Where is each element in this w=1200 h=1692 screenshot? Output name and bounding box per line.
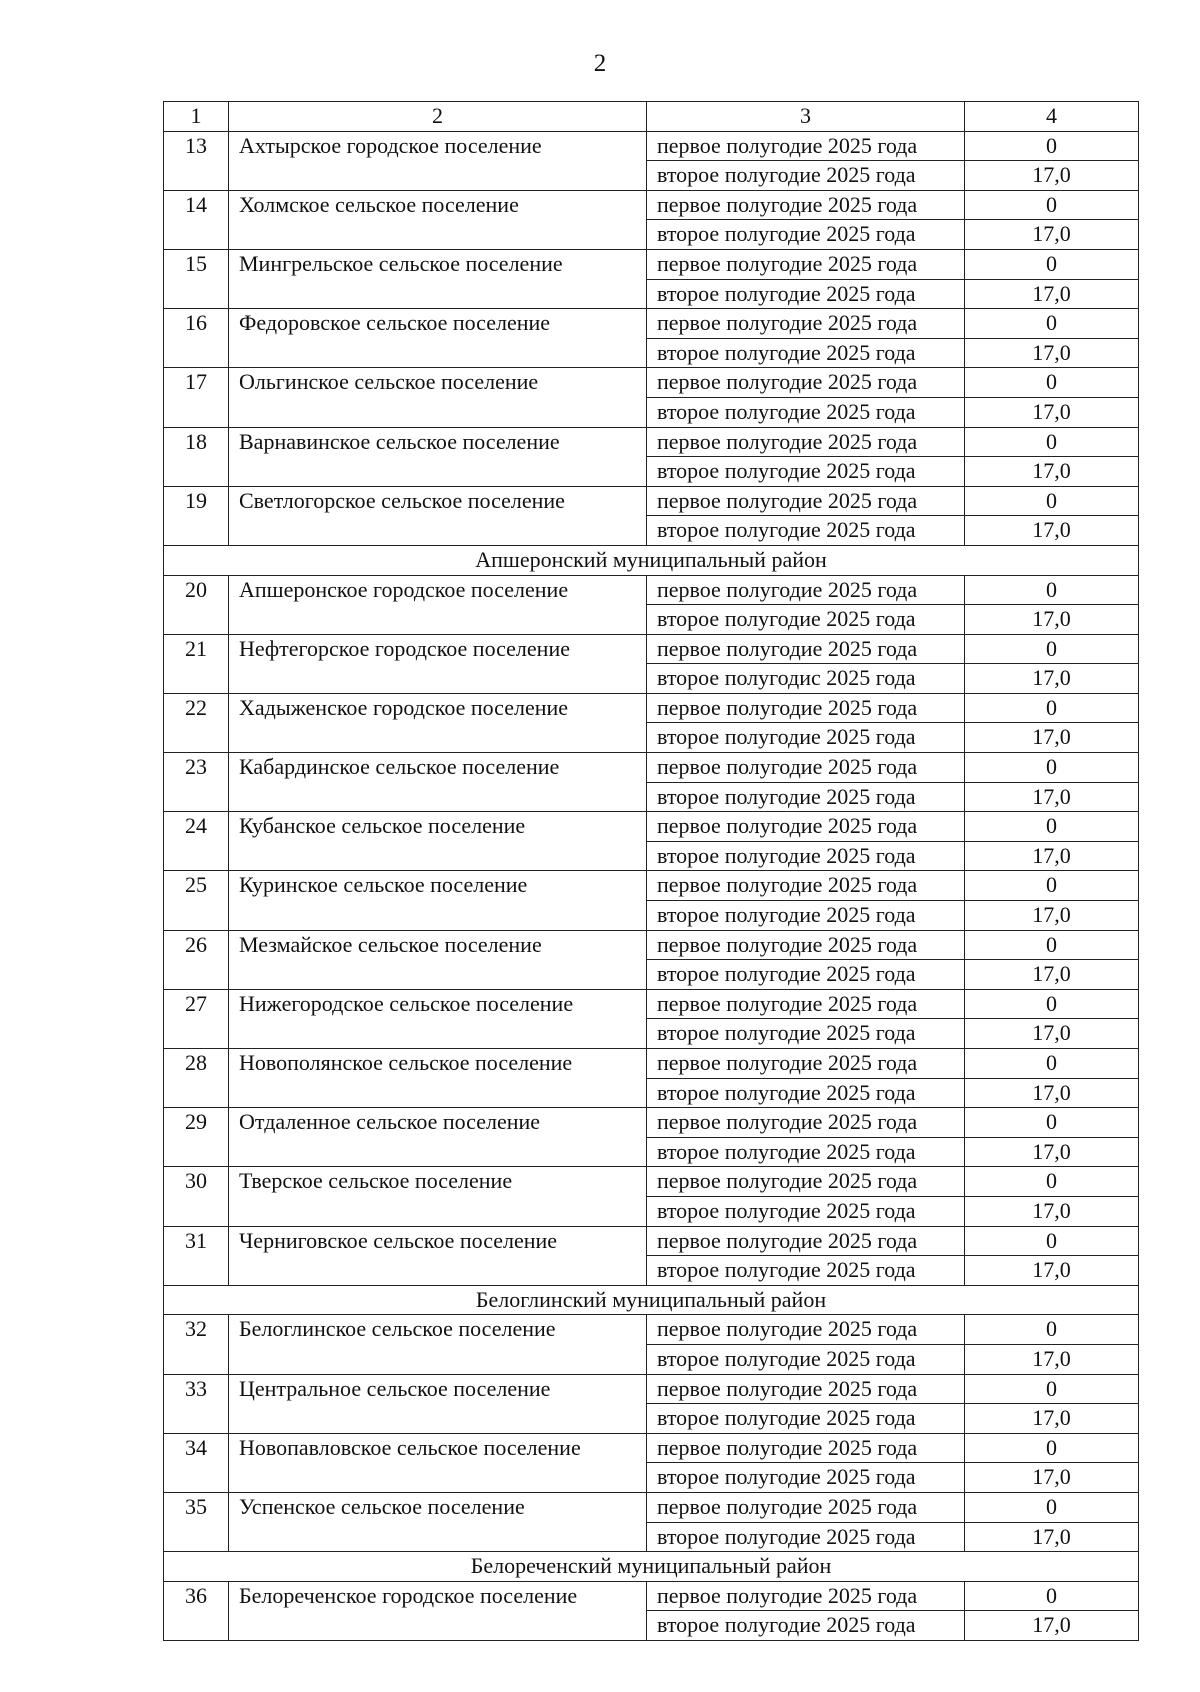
period-label: второе полугодие 2025 года [647,220,965,250]
period-label: первое полугодие 2025 года [647,1492,965,1522]
district-name: Апшеронский муниципальный район [164,545,1139,575]
rate-value: 0 [965,753,1139,783]
table-row [164,1167,1139,1197]
period-label: второе полугодие 2025 года [647,1404,965,1434]
row-number: 33 [164,1374,229,1433]
table-row [164,486,1139,516]
data-table [163,101,1139,1641]
period-label: второе полугодие 2025 года [647,723,965,753]
district-name: Белоглинский муниципальный район [164,1285,1139,1315]
settlement-name: Ольгинское сельское поселение [229,368,647,427]
row-number: 27 [164,989,229,1048]
settlement-name: Нефтегорское городское поселение [229,634,647,693]
table-row [164,427,1139,457]
rate-value: 0 [965,1433,1139,1463]
rate-value: 17,0 [965,397,1139,427]
column-header: 2 [229,102,647,132]
table-row [164,1492,1139,1522]
settlement-name: Белореченское городское поселение [229,1581,647,1640]
rate-value: 17,0 [965,516,1139,546]
period-label: первое полугодие 2025 года [647,249,965,279]
settlement-name: Варнавинское сельское поселение [229,427,647,486]
rate-value: 0 [965,1108,1139,1138]
table-row [164,309,1139,339]
rate-value: 0 [965,190,1139,220]
settlement-name: Центральное сельское поселение [229,1374,647,1433]
table-row [164,368,1139,398]
rate-value: 0 [965,1167,1139,1197]
row-number: 36 [164,1581,229,1640]
settlement-name: Нижегородское сельское поселение [229,989,647,1048]
period-label: первое полугодие 2025 года [647,1226,965,1256]
row-number: 22 [164,693,229,752]
period-label: второе полугодие 2025 года [647,457,965,487]
row-number: 28 [164,1049,229,1108]
period-label: первое полугодие 2025 года [647,427,965,457]
rate-value: 17,0 [965,1019,1139,1049]
table-row [164,1433,1139,1463]
table-row [164,249,1139,279]
period-label: второе полугодие 2025 года [647,1611,965,1641]
period-label: первое полугодие 2025 года [647,131,965,161]
period-label: первое полугодие 2025 года [647,634,965,664]
period-label: первое полугодие 2025 года [647,1374,965,1404]
row-number: 29 [164,1108,229,1167]
column-header: 3 [647,102,965,132]
settlement-name: Светлогорское сельское поселение [229,486,647,545]
settlement-name: Мингрельское сельское поселение [229,249,647,308]
period-label: первое полугодие 2025 года [647,1167,965,1197]
rate-value: 17,0 [965,220,1139,250]
rate-value: 0 [965,575,1139,605]
rate-value: 17,0 [965,960,1139,990]
rate-value: 0 [965,1049,1139,1079]
settlement-name: Апшеронское городское поселение [229,575,647,634]
table-row [164,812,1139,842]
rate-value: 17,0 [965,1522,1139,1552]
period-label: первое полугодие 2025 года [647,812,965,842]
period-label: второе полугодие 2025 года [647,1019,965,1049]
table-row [164,989,1139,1019]
settlement-name: Успенское сельское поселение [229,1492,647,1551]
period-label: второе полугодие 2025 года [647,161,965,191]
rate-value: 0 [965,812,1139,842]
settlement-name: Федоровское сельское поселение [229,309,647,368]
row-number: 26 [164,930,229,989]
settlement-name: Черниговское сельское поселение [229,1226,647,1285]
settlement-name: Хадыженское городское поселение [229,693,647,752]
rate-value: 0 [965,1492,1139,1522]
row-number: 30 [164,1167,229,1226]
period-label: второе полугодие 2025 года [647,1196,965,1226]
row-number: 31 [164,1226,229,1285]
period-label: первое полугодие 2025 года [647,871,965,901]
period-label: первое полугодие 2025 года [647,368,965,398]
table-row [164,1374,1139,1404]
rate-value: 17,0 [965,901,1139,931]
table-row [164,634,1139,664]
rate-value: 17,0 [965,723,1139,753]
period-label: второе полугодис 2025 года [647,664,965,694]
row-number: 15 [164,249,229,308]
settlement-name: Куринское сельское поселение [229,871,647,930]
row-number: 20 [164,575,229,634]
rate-value: 17,0 [965,605,1139,635]
table-row [164,1108,1139,1138]
rate-value: 0 [965,693,1139,723]
period-label: второе полугодие 2025 года [647,901,965,931]
table-row [164,1581,1139,1611]
row-number: 17 [164,368,229,427]
district-row [164,545,1139,575]
period-label: второе полугодие 2025 года [647,397,965,427]
rate-value: 17,0 [965,1137,1139,1167]
rate-value: 17,0 [965,338,1139,368]
row-number: 13 [164,131,229,190]
table-row [164,1315,1139,1345]
rate-value: 17,0 [965,161,1139,191]
rate-value: 0 [965,486,1139,516]
period-label: первое полугодие 2025 года [647,693,965,723]
column-header: 1 [164,102,229,132]
rate-value: 17,0 [965,1404,1139,1434]
settlement-name: Новопавловское сельское поселение [229,1433,647,1492]
district-row [164,1552,1139,1582]
row-number: 14 [164,190,229,249]
row-number: 24 [164,812,229,871]
rate-value: 0 [965,1581,1139,1611]
row-number: 18 [164,427,229,486]
rate-value: 0 [965,989,1139,1019]
rate-value: 17,0 [965,1463,1139,1493]
row-number: 16 [164,309,229,368]
rate-value: 0 [965,427,1139,457]
rate-value: 17,0 [965,279,1139,309]
row-number: 21 [164,634,229,693]
row-number: 35 [164,1492,229,1551]
settlement-name: Тверское сельское поселение [229,1167,647,1226]
period-label: второе полугодие 2025 года [647,605,965,635]
period-label: первое полугодие 2025 года [647,1108,965,1138]
rate-value: 0 [965,368,1139,398]
period-label: первое полугодие 2025 года [647,1049,965,1079]
row-number: 34 [164,1433,229,1492]
settlement-name: Белоглинское сельское поселение [229,1315,647,1374]
table-header-row [164,102,1139,132]
table-row [164,190,1139,220]
period-label: второе полугодие 2025 года [647,782,965,812]
rate-value: 0 [965,871,1139,901]
rate-value: 17,0 [965,1611,1139,1641]
rate-value: 0 [965,1315,1139,1345]
rate-value: 0 [965,1374,1139,1404]
page-number: 2 [593,50,607,77]
rate-value: 0 [965,249,1139,279]
rate-value: 0 [965,634,1139,664]
period-label: второе полугодие 2025 года [647,1522,965,1552]
row-number: 19 [164,486,229,545]
rate-value: 17,0 [965,1344,1139,1374]
settlement-name: Холмское сельское поселение [229,190,647,249]
table-row [164,693,1139,723]
rate-value: 17,0 [965,1078,1139,1108]
rate-value: 17,0 [965,1196,1139,1226]
period-label: первое полугодие 2025 года [647,190,965,220]
rate-value: 0 [965,131,1139,161]
row-number: 23 [164,753,229,812]
period-label: первое полугодие 2025 года [647,575,965,605]
settlement-name: Ахтырское городское поселение [229,131,647,190]
rate-value: 0 [965,930,1139,960]
period-label: второе полугодие 2025 года [647,1137,965,1167]
period-label: первое полугодие 2025 года [647,1581,965,1611]
table-row [164,131,1139,161]
period-label: второе полугодие 2025 года [647,338,965,368]
period-label: первое полугодие 2025 года [647,753,965,783]
district-name: Белореченский муниципальный район [164,1552,1139,1582]
table-row [164,930,1139,960]
rate-value: 0 [965,1226,1139,1256]
period-label: второе полугодие 2025 года [647,1078,965,1108]
period-label: первое полугодие 2025 года [647,309,965,339]
period-label: первое полугодие 2025 года [647,1315,965,1345]
rate-value: 17,0 [965,1256,1139,1286]
table-row [164,753,1139,783]
settlement-name: Кабардинское сельское поселение [229,753,647,812]
period-label: второе полугодие 2025 года [647,1344,965,1374]
period-label: первое полугодие 2025 года [647,486,965,516]
settlement-name: Отдаленное сельское поселение [229,1108,647,1167]
district-row [164,1285,1139,1315]
row-number: 25 [164,871,229,930]
rate-value: 17,0 [965,782,1139,812]
period-label: второе полугодие 2025 года [647,960,965,990]
row-number: 32 [164,1315,229,1374]
rate-value: 0 [965,309,1139,339]
period-label: первое полугодие 2025 года [647,930,965,960]
period-label: второе полугодие 2025 года [647,516,965,546]
period-label: второе полугодие 2025 года [647,841,965,871]
period-label: второе полугодие 2025 года [647,1463,965,1493]
table-row [164,871,1139,901]
period-label: первое полугодие 2025 года [647,1433,965,1463]
settlement-name: Кубанское сельское поселение [229,812,647,871]
period-label: первое полугодие 2025 года [647,989,965,1019]
table-row [164,1226,1139,1256]
table-row [164,1049,1139,1079]
settlement-name: Мезмайское сельское поселение [229,930,647,989]
settlement-name: Новополянское сельское поселение [229,1049,647,1108]
column-header: 4 [965,102,1139,132]
period-label: второе полугодие 2025 года [647,1256,965,1286]
table-row [164,575,1139,605]
rate-value: 17,0 [965,841,1139,871]
rate-value: 17,0 [965,457,1139,487]
rate-value: 17,0 [965,664,1139,694]
period-label: второе полугодие 2025 года [647,279,965,309]
